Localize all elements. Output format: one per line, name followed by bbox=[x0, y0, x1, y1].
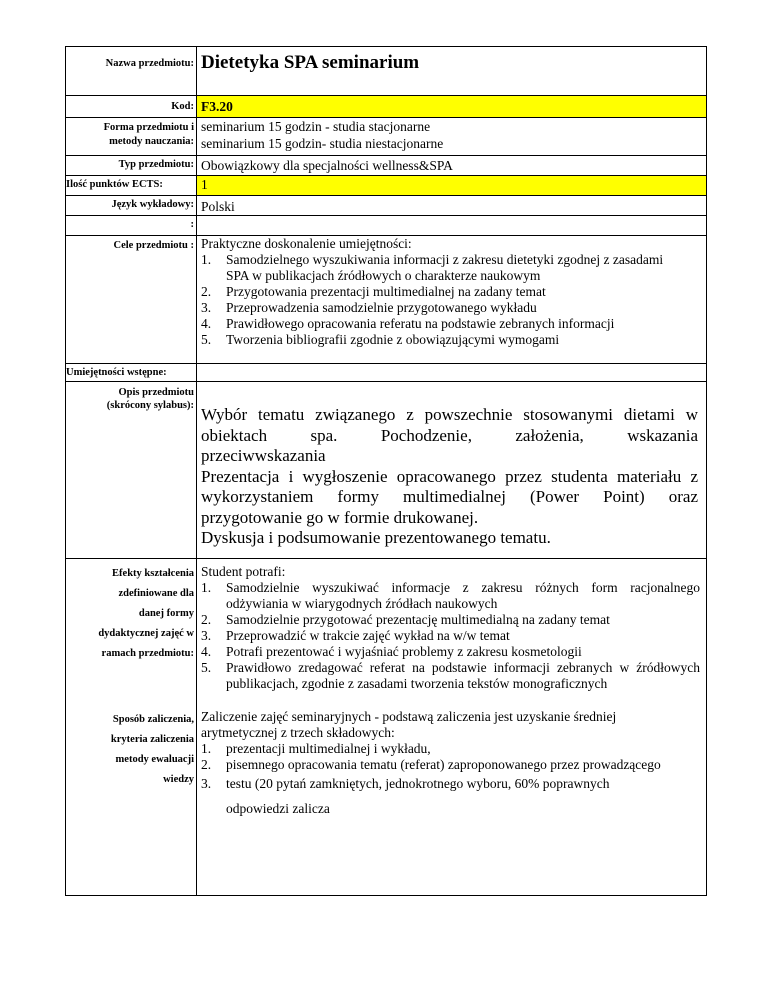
list-item: 2. pisemnego opracowania tematu (referat) zaproponowanego przez prowadzącego bbox=[201, 757, 661, 772]
form-value-2: seminarium 15 godzin- studia niestacjonarne bbox=[201, 136, 444, 151]
ects-value: 1 bbox=[201, 177, 208, 192]
form-label-1: Forma przedmiotu i bbox=[103, 122, 194, 133]
list-item: 2. Samodzielnie przygotować prezentację multimedialną na zadany temat bbox=[201, 612, 610, 627]
list-item: 1. Samodzielnie wyszukiwać informacje z zakresu różnych form racjonalnego odżywiania w wiarygodnych źródłach naukowych bbox=[201, 580, 700, 611]
syllabus-line: przeciwwskazania bbox=[201, 446, 326, 465]
type-label: Typ przedmiotu: bbox=[118, 159, 194, 170]
row-divider bbox=[65, 117, 707, 118]
code-highlight bbox=[197, 96, 706, 117]
assessment-label-4: wiedzy bbox=[163, 774, 194, 785]
syllabus-text bbox=[201, 405, 698, 549]
prereq-label: Umiejętności wstępne: bbox=[66, 367, 167, 378]
effects-intro: Student potrafi: bbox=[201, 564, 286, 579]
list-item: 5. Tworzenia bibliografii zgodnie z obowiązującymi wymogami bbox=[201, 332, 560, 347]
row-divider bbox=[65, 363, 707, 364]
row-divider bbox=[65, 195, 707, 196]
assessment-tail: odpowiedzi zalicza bbox=[226, 801, 330, 816]
assessment-list bbox=[201, 741, 700, 792]
syllabus-line: Dyskusja i podsumowanie prezentowanego tematu. bbox=[201, 528, 551, 547]
name-label: Nazwa przedmiotu: bbox=[105, 58, 194, 69]
goals-list bbox=[201, 252, 679, 348]
list-item: 3. testu (20 pytań zamkniętych, jednokrotnego wyboru, 60% poprawnych bbox=[201, 776, 610, 791]
list-item: 1. Samodzielnego wyszukiwania informacji z zakresu dietetyki zgodnej z zasadami SPA w publikacjach źródłowych o charakterze naukowym bbox=[201, 252, 664, 283]
list-item: 3. Przeprowadzić w trakcie zajęć wykład na w/w temat bbox=[201, 628, 510, 643]
goals-intro: Praktyczne doskonalenie umiejętności: bbox=[201, 236, 412, 251]
syllabus-line: Prezentacja i wygłoszenie opracowanego przez studenta materiału z bbox=[201, 466, 698, 486]
assessment-label-3: metody ewaluacji bbox=[115, 754, 194, 765]
code-label: Kod: bbox=[171, 101, 194, 112]
course-code: F3.20 bbox=[201, 99, 233, 114]
assessment-line: arytmetycznej z trzech składowych: bbox=[201, 725, 395, 740]
form-label-2: metody nauczania: bbox=[109, 136, 194, 147]
list-item: 1. prezentacji multimedialnej i wykładu, bbox=[201, 741, 431, 756]
effects-label-4: dydaktycznej zajęć w bbox=[98, 628, 194, 639]
effects-label-2: zdefiniowane dla bbox=[118, 588, 194, 599]
syllabus-line: przygotowanie go w formie drukowanej. bbox=[201, 507, 479, 527]
list-item: 4. Prawidłowego opracowania referatu na podstawie zebranych informacji bbox=[201, 316, 615, 331]
syllabus-line: wykorzystaniem formy multimedialnej (Power Point) oraz bbox=[201, 487, 698, 506]
effects-label-5: ramach przedmiotu: bbox=[101, 648, 194, 659]
language-value: Polski bbox=[201, 199, 235, 214]
list-item: 5. Prawidłowo zredagować referat na podstawie informacji zebranych w źródłowych publikacjach, zgodnie z zasadami tworzenia tekstów monograficznych bbox=[201, 660, 700, 691]
syllabus-line: obiektach spa. Pochodzenie, założenia, wskazania bbox=[201, 425, 698, 445]
syllabus-label-1: Opis przedmiotu bbox=[118, 387, 194, 398]
list-item: 2. Przygotowania prezentacji multimedialnej na zadany temat bbox=[201, 284, 546, 299]
row-divider bbox=[65, 215, 707, 216]
empty-label: : bbox=[190, 219, 194, 230]
language-label: Język wykładowy: bbox=[111, 199, 194, 210]
assessment-block bbox=[201, 709, 700, 817]
row-divider bbox=[65, 558, 707, 559]
list-item: 4. Potrafi prezentować i wyjaśniać problemy z zakresu kosmetologii bbox=[201, 644, 582, 659]
effects-label-3: danej formy bbox=[138, 608, 194, 619]
ects-label: Ilość punktów ECTS: bbox=[66, 179, 163, 190]
syllabus-label-2: (skrócony sylabus): bbox=[106, 400, 194, 411]
type-value: Obowiązkowy dla specjalności wellness&SPA bbox=[201, 158, 453, 173]
list-item: 3. Przeprowadzenia samodzielnie przygotowanego wykładu bbox=[201, 300, 537, 315]
form-value-1: seminarium 15 godzin - studia stacjonarne bbox=[201, 119, 431, 134]
course-title: Dietetyka SPA seminarium bbox=[201, 52, 420, 73]
row-divider bbox=[65, 155, 707, 156]
effects-block bbox=[201, 564, 700, 692]
effects-list bbox=[201, 580, 700, 692]
ects-highlight bbox=[197, 176, 706, 195]
goals-label: Cele przedmiotu : bbox=[113, 240, 194, 251]
effects-label-1: Efekty kształcenia bbox=[112, 568, 194, 579]
goals-block bbox=[201, 236, 679, 348]
row-divider bbox=[65, 381, 707, 382]
assessment-label-1: Sposób zaliczenia, bbox=[112, 714, 194, 725]
column-divider bbox=[196, 46, 197, 896]
assessment-label-2: kryteria zaliczenia bbox=[110, 734, 194, 745]
assessment-line: Zaliczenie zajęć seminaryjnych - podstawą zaliczenia jest uzyskanie średniej bbox=[201, 709, 617, 724]
syllabus-line: Wybór tematu związanego z powszechnie stosowanymi dietami w bbox=[201, 405, 698, 424]
